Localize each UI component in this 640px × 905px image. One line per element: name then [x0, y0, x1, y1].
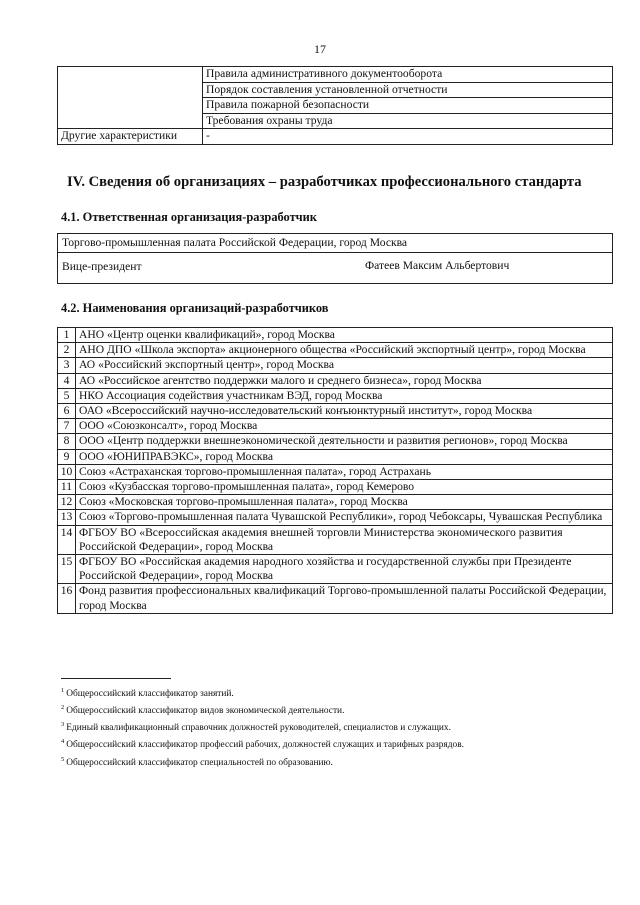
footnote-text: Общероссийский классификатор профессий рабочих, должностей служащих и тарифных разрядов. [66, 740, 464, 751]
footnote-mark: 3 [61, 721, 65, 729]
row-number: 3 [58, 358, 76, 373]
organization-name: Союз «Кузбасская торгово-промышленная палата», город Кемерово [76, 480, 613, 495]
table-row [58, 358, 613, 373]
row-number: 4 [58, 373, 76, 388]
organization-name: Союз «Астраханская торгово-промышленная палата», город Астрахань [76, 464, 613, 479]
page-number: 17 [314, 42, 326, 56]
table-cell: Порядок составления установленной отчетности [203, 82, 613, 98]
row-number: 14 [58, 525, 76, 554]
footnote-mark: 1 [61, 687, 65, 694]
organization-name: Торгово-промышленная палата Российской Федерации, город Москва [58, 234, 613, 253]
table-row [58, 253, 613, 284]
section-title: IV. Сведения об организациях – разработчиках профессионального стандарта [67, 174, 582, 190]
footnote [61, 718, 601, 735]
footnote-mark: 5 [61, 755, 65, 763]
footnote-text: Общероссийский классификатор видов экономической деятельности. [66, 706, 345, 717]
table-cell: Правила административного документооборота [203, 67, 613, 83]
row-number: 8 [58, 434, 76, 449]
organization-name: Фонд развития профессиональных квалификаций Торгово-промышленной палаты Российской Федерации, город Москва [76, 584, 613, 613]
table-row [58, 449, 613, 464]
row-number: 1 [58, 328, 76, 343]
row-number: 7 [58, 419, 76, 434]
table-row [58, 129, 613, 145]
table-row [58, 343, 613, 358]
organization-name: Союз «Торгово-промышленная палата Чувашской Республики», город Чебоксары, Чувашская Республика [76, 510, 613, 525]
footnote-text: Общероссийский классификатор специальностей по образованию. [66, 757, 333, 768]
signatory-cell [58, 253, 613, 284]
subsection-title-responsible: 4.1. Ответственная организация-разработчик [61, 210, 317, 224]
footnotes [61, 684, 601, 770]
table-row [58, 555, 613, 584]
subsection-title-developers: 4.2. Наименования организаций-разработчиков [61, 301, 329, 315]
footnote [61, 701, 601, 718]
table-cell: Правила пожарной безопасности [203, 98, 613, 114]
table-cell: Требования охраны труда [203, 113, 613, 129]
other-characteristics-label: Другие характеристики [58, 129, 203, 145]
responsible-organization-box [57, 233, 613, 284]
footnote [61, 735, 601, 752]
organization-name: АО «Российское агентство поддержки малого и среднего бизнеса», город Москва [76, 373, 613, 388]
table-row [58, 584, 613, 613]
footnote-mark: 4 [61, 738, 65, 746]
table-row [58, 464, 613, 479]
table-row [58, 434, 613, 449]
table-row [58, 373, 613, 388]
organization-name: АНО ДПО «Школа экспорта» акционерного общества «Российский экспортный центр», город Москва [76, 343, 613, 358]
other-characteristics-value: - [203, 129, 613, 145]
footnote [61, 753, 601, 770]
organization-name: АНО «Центр оценки квалификаций», город Москва [76, 328, 613, 343]
signatory-position: Вице-президент [62, 260, 142, 274]
organization-name: ООО «Союзконсалт», город Москва [76, 419, 613, 434]
table-row [58, 328, 613, 343]
table-row [58, 234, 613, 253]
table-row [58, 525, 613, 554]
footnote [61, 684, 601, 701]
row-number: 15 [58, 555, 76, 584]
table-row [58, 404, 613, 419]
table-row [58, 480, 613, 495]
table-row [58, 495, 613, 510]
empty-label-cell [58, 67, 203, 129]
organization-name: ОАО «Всероссийский научно-исследовательский конъюнктурный институт», город Москва [76, 404, 613, 419]
footnote-text: Единый квалификационный справочник должностей руководителей, специалистов и служащих. [66, 723, 451, 734]
row-number: 6 [58, 404, 76, 419]
row-number: 2 [58, 343, 76, 358]
qualification-characteristics-table [57, 66, 613, 145]
table-row [58, 510, 613, 525]
developer-organizations-table [57, 327, 613, 614]
row-number: 13 [58, 510, 76, 525]
table-row [58, 67, 613, 83]
row-number: 11 [58, 480, 76, 495]
organization-name: ФГБОУ ВО «Всероссийская академия внешней торговли Министерства экономического развития Российской Федерации», город Москва [76, 525, 613, 554]
organization-name: НКО Ассоциация содействия участникам ВЭД, город Москва [76, 388, 613, 403]
row-number: 16 [58, 584, 76, 613]
footnote-text: Общероссийский классификатор занятий. [66, 689, 234, 700]
table-row [58, 419, 613, 434]
table-row [58, 388, 613, 403]
organization-name: ООО «Центр поддержки внешнеэкономической деятельности и развития регионов», город Москва [76, 434, 613, 449]
organization-name: АО «Российский экспортный центр», город Москва [76, 358, 613, 373]
organization-name: ФГБОУ ВО «Российская академия народного хозяйства и государственной службы при Президенте Российской Федерации», город Москва [76, 555, 613, 584]
row-number: 9 [58, 449, 76, 464]
row-number: 5 [58, 388, 76, 403]
organization-name: ООО «ЮНИПРАВЭКС», город Москва [76, 449, 613, 464]
footnote-mark: 2 [61, 704, 65, 712]
footnote-separator [61, 678, 171, 679]
row-number: 10 [58, 464, 76, 479]
row-number: 12 [58, 495, 76, 510]
organization-name: Союз «Московская торгово-промышленная палата», город Москва [76, 495, 613, 510]
signatory-name: Фатеев Максим Альбертович [365, 259, 510, 273]
